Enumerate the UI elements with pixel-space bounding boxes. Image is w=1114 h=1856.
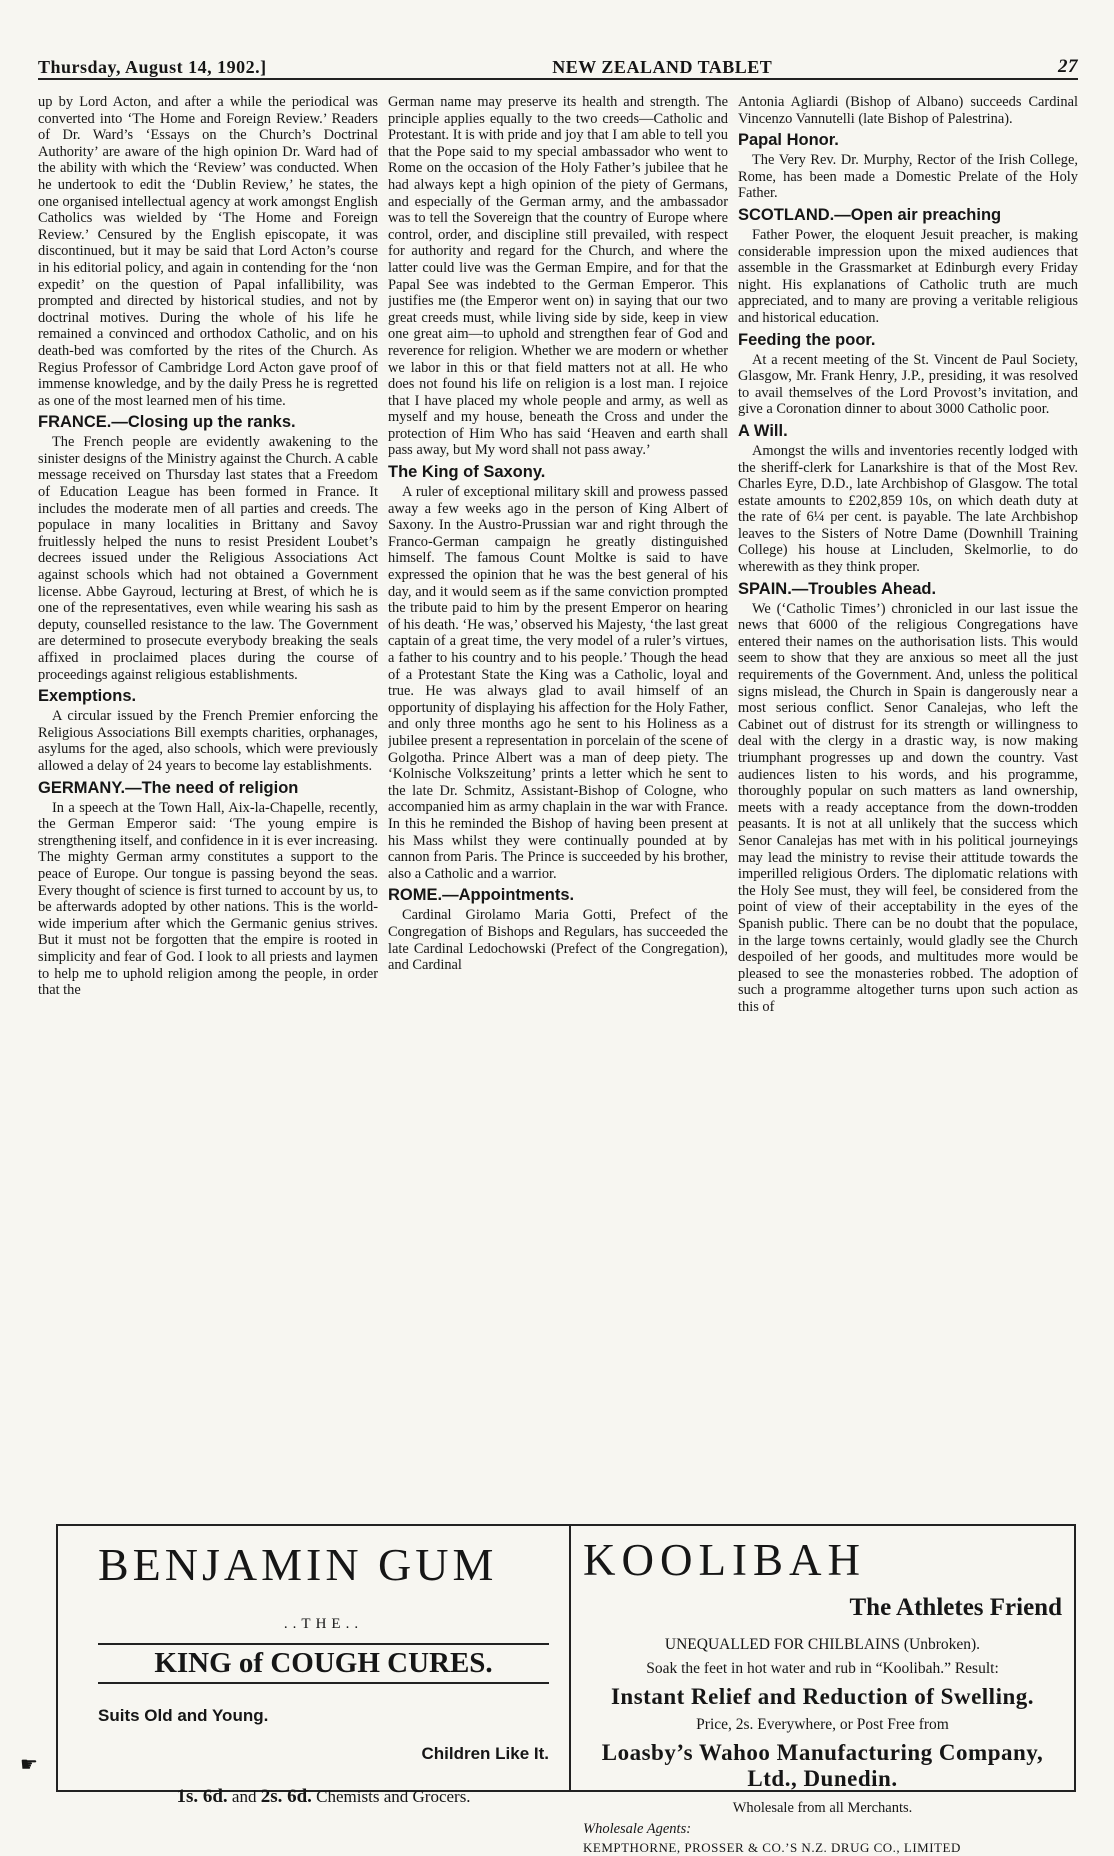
section-heading: Papal Honor. xyxy=(738,131,839,150)
paragraph: Antonia Agliardi (Bishop of Albano) succeeds Cardinal Vincenzo Vannutelli (late Bishop of Palestrina). xyxy=(738,94,1078,127)
section-heading: Feeding the poor. xyxy=(738,330,876,349)
page-header xyxy=(38,48,1078,80)
paragraph: Amongst the wills and inventories recently lodged with the sheriff-clerk for Lanarkshire is that of the Most Rev. Charles Eyre, D.D., late Archbishop of Glasgow. The total estate amounts to £202,859 10s, on which death duty at the rate of 6¼ per cent. is payable. The late Archbishop leaves to the Sisters of Notre Dame (Downhill Training College) his house at Lincluden, Skelmorlie, to do wherewith as they think proper. xyxy=(738,442,1078,576)
ad-company: Loasby’s Wahoo Manufacturing Company, Ltd., Dunedin. xyxy=(601,1740,1044,1791)
ad-title: BENJAMIN GUM xyxy=(98,1539,498,1590)
paragraph: In a speech at the Town Hall, Aix-la-Chapelle, recently, the German Emperor said: ‘The young empire is strengthening itself, and confidence in it is ever increasing. The mighty German army constitutes a support to the peace of Europe. Our tongue is passing beyond the seas. Every thought of science is first turned to account by us, to be afterwards adopted by other nations. This is the world-wide imperium after which the Germanic genius strives. But it must not be forgotten that the empire is rooted in simplicity and fear of God. I look to all priests and laymen to help me to uphold religion among the people, in order that the xyxy=(38,799,378,999)
paragraph: The French people are evidently awakening to the sinister designs of the Ministry against the Church. A cable message received on Thursday last states that a Freedom of Education League has been formed in France. It includes the moderate men of all parties and creeds. The populace in many localities in Brittany and Savoy fruitlessly helped the nuns to resist President Loubet’s decrees issued under the Religious Associations Act against schools which had not obtained a Government license. Abbe Gayroud, lecturing at Brest, of which he is one of the representatives, even while wearing his sash as deputy, counselled resistance to the law. The Government are determined to prosecute everybody breaking the seals affixed in proclaimed places during the course of proceedings against religious establishments. xyxy=(38,434,378,683)
paragraph: German name may preserve its health and strength. The principle applies equally to the two creeds—Catholic and Protestant. It is with pride and joy that I am able to tell you that the Pope said to my special ambassador who went to Rome on the occasion of the Holy Father’s jubilee that he had always kept a high opinion of the piety of Germans, and especially of the German army, and the ambassador was to tell the Sovereign that the country of Europe where control, order, and discipline still prevailed, with respect for authority and regard for the Church, and where the latter could live was the German Empire, and for that the Papal See was indebted to the German Emperor. This justifies me (the Emperor went on) in saying that our two great creeds must, while living side by side, keep in view one great aim—to uphold and strengthen fear of God and reverence for religion. Whether we are modern or whether we labor in this or that field matters not at all. He who does not found his life on religion is a lost man. I rejoice that I have placed my whole people and army, as well as myself and my house, beneath the Cross and under the protection of Him Who has said ‘Heaven and earth shall pass away, but My word shall not pass away.’ xyxy=(388,94,728,459)
section-heading: A Will. xyxy=(738,421,788,440)
masthead: NEW ZEALAND TABLET xyxy=(552,57,773,77)
pointing-hand-icon: ☛ xyxy=(20,1754,38,1776)
section-heading: FRANCE.—Closing up the ranks. xyxy=(38,413,296,432)
ad-line: UNEQUALLED FOR CHILBLAINS (Unbroken). xyxy=(664,1636,981,1653)
section-heading: The King of Saxony. xyxy=(388,463,546,482)
ad-title: KOOLIBAH xyxy=(583,1535,866,1585)
ad-tagline: Suits Old and Young. xyxy=(98,1706,269,1725)
column-3 xyxy=(738,94,1078,1509)
price-stockists: Chemists and Grocers. xyxy=(316,1787,471,1806)
paragraph: A circular issued by the French Premier enforcing the Religious Associations Bill exempts charities, orphanages, asylums for the aged, also schools, which were previously allowed a delay of 24 years to become lay establishments. xyxy=(38,708,378,774)
section-heading: ROME.—Appointments. xyxy=(388,886,575,905)
benjamin-gum-ad xyxy=(58,1526,571,1807)
paragraph: A ruler of exceptional military skill and prowess passed away a few weeks ago in the person of King Albert of Saxony. In the Austro-Prussian war and right through the Franco-German campaign he greatly distinguished himself. The famous Count Moltke is said to have expressed the opinion that he was the best general of his day, and it would seem as if the same conviction prompted the tribute paid to him by the present Emperor on hearing of his death. ‘He was,’ observed his Majesty, ‘the last great captain of a great time, the very model of a ruler’s virtues, a father to his country and to his people.’ Though the head of a Protestant State the King was a Catholic, loyal and true. He was always glad to avail himself of an opportunity of displaying his affection for the Holy Father, and only three months ago he sent to his Holiness as a jubilee present a representation in porcelain of the scene of Golgotha. Prince Albert was a man of deep piety. The ‘Kolnische Volkszeitung’ prints a letter which he sent to the late Dr. Schmitz, Assistant-Bishop of Cologne, who accompanied him as army chaplain in the war with France. In this he reminded the Bishop of having been present at his Mass whilst they were continually pounded at by cannon from Paris. The Prince is succeeded by his brother, also a Catholic and a warrior. xyxy=(388,484,728,882)
ad-subtitle: ..THE.. xyxy=(283,1616,364,1632)
column-1 xyxy=(38,94,378,1509)
ad-slogan: KING of COUGH CURES. xyxy=(98,1643,549,1684)
price-and: and xyxy=(231,1787,257,1806)
ad-line: Soak the feet in hot water and rub in “Koolibah.” Result: xyxy=(646,1660,999,1677)
advertisements xyxy=(56,1524,1076,1855)
paragraph: Father Power, the eloquent Jesuit preacher, is making considerable impression upon the mixed audiences that assemble in the Grassmarket at Edinburgh every Friday night. His explanations of Catholic truth are much appreciated, and to many are proving a veritable religious and historical education. xyxy=(738,226,1078,326)
price-large: 2s. 6d. xyxy=(260,1786,312,1807)
ad-wholesale: Wholesale from all Merchants. xyxy=(732,1800,913,1816)
paragraph: We (‘Catholic Times’) chronicled in our last issue the news that 6000 of the religious Congregations have entered their names on the authorisation lists. This would seem to show that they are anxious so meet all the just requirements of the Government. And, unless the political signs mislead, the Church in Spain is dangerously near a most serious conflict. Senor Canalejas, who left the Cabinet out of distrust for its strength or willingness to deal with the clergy in a drastic way, is now making triumphant progresses up and down the country. Vast audiences listen to his words, and his programme, thoroughly popular on such matters as land ownership, meets with a ready acceptance from the down-trodden peasants. It is not at all unlikely that the success which Senor Canalejas has met with in his political journeyings may lead the ministry to revise their attitude towards the imperilled religious Orders. The diplomatic relations with the Holy See must, they will feel, be considered from the point of view of their acceptability in the eyes of the Spanish public. There can be no doubt that the populace, in the large towns certainly, would gladly see the Church despoiled of her goods, and multitudes more would be pleased to see the monasteries robbed. The adoption of such a programme altogether turns upon such action as this of xyxy=(738,600,1078,1015)
section-heading: Exemptions. xyxy=(38,687,137,706)
paragraph: The Very Rev. Dr. Murphy, Rector of the Irish College, Rome, has been made a Domestic Prelate of the Holy Father. xyxy=(738,152,1078,202)
ad-agents: KEMPTHORNE, PROSSER & CO.’S N.Z. DRUG CO., LIMITED xyxy=(583,1840,961,1855)
section-heading: SCOTLAND.—Open air preaching xyxy=(738,205,1002,224)
ad-price xyxy=(98,1786,549,1808)
ad-price: Price, 2s. Everywhere, or Post Free from xyxy=(696,1716,949,1733)
page-number: 27 xyxy=(1058,56,1078,77)
ad-agents-label: Wholesale Agents: xyxy=(583,1821,692,1837)
ad-tagline: Children Like It. xyxy=(421,1744,549,1763)
koolibah-ad xyxy=(571,1526,1074,1855)
header-date: Thursday, August 14, 1902.] xyxy=(38,57,267,77)
section-heading: SPAIN.—Troubles Ahead. xyxy=(738,579,937,598)
price-small: 1s. 6d. xyxy=(176,1786,228,1807)
section-heading: GERMANY.—The need of religion xyxy=(38,778,299,797)
ad-headline: Instant Relief and Reduction of Swelling. xyxy=(610,1684,1035,1709)
article-columns xyxy=(38,94,1078,1509)
paragraph: Cardinal Girolamo Maria Gotti, Prefect of the Congregation of Bishops and Regulars, has succeeded the late Cardinal Ledochowski (Prefect of the Congregation), and Cardinal xyxy=(388,907,728,974)
paragraph: At a recent meeting of the St. Vincent de Paul Society, Glasgow, Mr. Frank Henry, J.P., presiding, it was resolved to avail themselves of the Lord Provost’s invitation, and give a Coronation dinner to about 3000 Catholic poor. xyxy=(738,351,1078,418)
ad-subtitle: The Athletes Friend xyxy=(849,1594,1062,1621)
paragraph: up by Lord Acton, and after a while the periodical was converted into ‘The Home and Foreign Review.’ Readers of Dr. Ward’s ‘Essays on the Church’s Doctrinal Authority’ are aware of the high opinion Dr. Ward had of the ability with which the ‘Review’ was conducted. When he undertook to edit the ‘Dublin Review,’ he states, the one organised intellectual agency at work amongst English Catholics was wielded by ‘The Home and Foreign Review.’ Censured by the English episcopate, it was discontinued, but it may be said that Lord Acton’s course in his editorial policy, and again in contending for the ‘non expedit’ on the question of Papal infallibility, was prompted and directed by historical studies, and not by doctrinal motives. During the whole of his life he remained a convinced and orthodox Catholic, and on his death-bed was comforted by the rites of the Church. As Regius Professor of Cambridge Lord Acton gave proof of immense knowledge, and by the daily Press he is regretted as one of the most learned men of his time. xyxy=(38,94,378,409)
column-2 xyxy=(388,94,728,1509)
